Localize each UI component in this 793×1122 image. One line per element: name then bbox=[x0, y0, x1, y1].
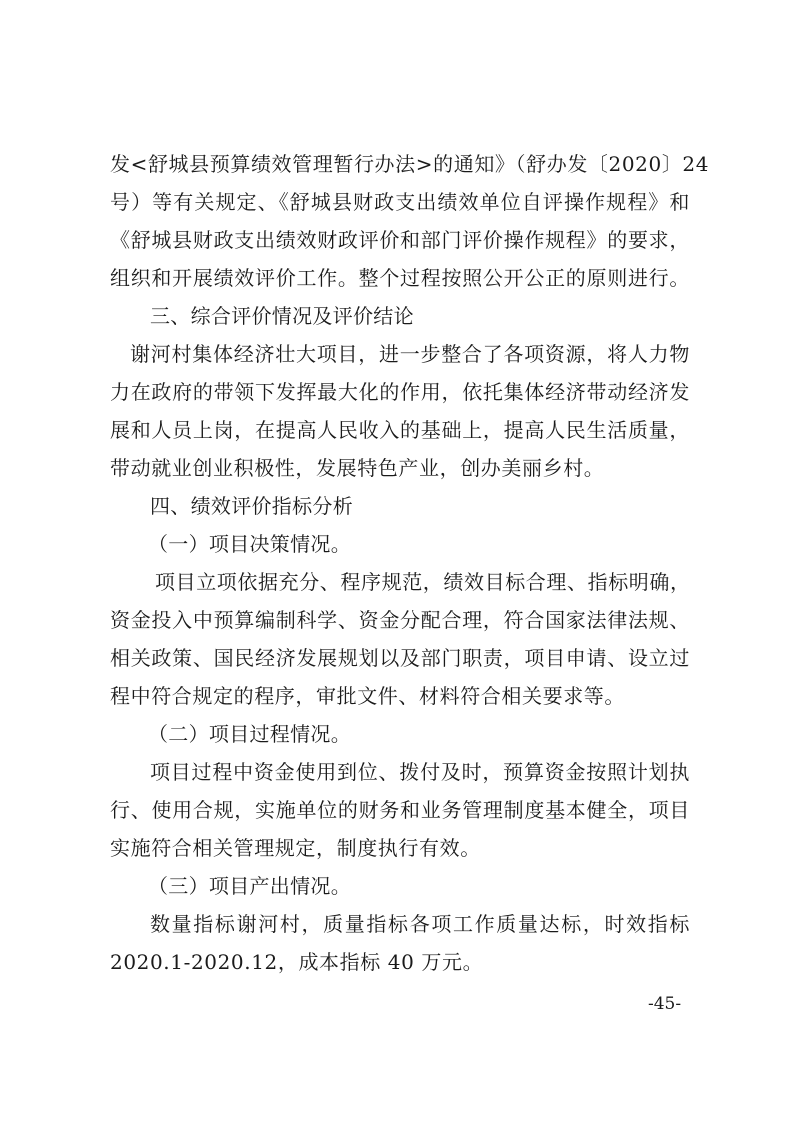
paragraph-line-12: 程中符合规定的程序，审批文件、材料符合相关要求等。 bbox=[110, 684, 625, 708]
paragraph-line-16: 数量指标谢河村，质量指标各项工作质量达标，时效指标 bbox=[150, 912, 690, 936]
paragraph-line-4: 组织和开展绩效评价工作。整个过程按照公开公正的原则进行。 bbox=[110, 266, 690, 290]
paragraph-line-1: 发<舒城县预算绩效管理暂行办法>的通知》（舒办发〔2020〕24 bbox=[110, 152, 710, 176]
subsection-heading-2: （二）项目过程情况。 bbox=[148, 722, 351, 746]
subsection-heading-3: （三）项目产出情况。 bbox=[148, 874, 351, 898]
paragraph-line-8: 带动就业创业积极性，发展特色产业，创办美丽乡村。 bbox=[110, 456, 605, 480]
paragraph-line-15: 实施符合相关管理规定，制度执行有效。 bbox=[110, 836, 481, 860]
paragraph-line-7: 展和人员上岗，在提高人民收入的基础上，提高人民生活质量， bbox=[110, 418, 690, 442]
subsection-heading-1: （一）项目决策情况。 bbox=[148, 532, 351, 556]
paragraph-line-14: 行、使用合规，实施单位的财务和业务管理制度基本健全，项目 bbox=[110, 798, 690, 822]
section-heading-3: 三、综合评价情况及评价结论 bbox=[150, 304, 414, 328]
page-number: -45- bbox=[648, 994, 682, 1014]
paragraph-line-17: 2020.1-2020.12，成本指标 40 万元。 bbox=[110, 950, 484, 974]
paragraph-line-2: 号）等有关规定、《舒城县财政支出绩效单位自评操作规程》和 bbox=[110, 190, 690, 214]
paragraph-line-13: 项目过程中资金使用到位、拨付及时，预算资金按照计划执 bbox=[150, 760, 690, 784]
paragraph-line-6: 力在政府的带领下发挥最大化的作用，依托集体经济带动经济发 bbox=[110, 380, 690, 404]
paragraph-line-11: 相关政策、国民经济发展规划以及部门职责，项目申请、设立过 bbox=[110, 646, 690, 670]
paragraph-line-5: 谢河村集体经济壮大项目，进一步整合了各项资源，将人力物 bbox=[130, 342, 690, 366]
paragraph-line-3: 《舒城县财政支出绩效财政评价和部门评价操作规程》的要求， bbox=[110, 228, 690, 252]
paragraph-line-9: 项目立项依据充分、程序规范，绩效目标合理、指标明确， bbox=[155, 570, 691, 594]
section-heading-4: 四、绩效评价指标分析 bbox=[150, 494, 353, 518]
paragraph-line-10: 资金投入中预算编制科学、资金分配合理，符合国家法律法规、 bbox=[110, 608, 690, 632]
